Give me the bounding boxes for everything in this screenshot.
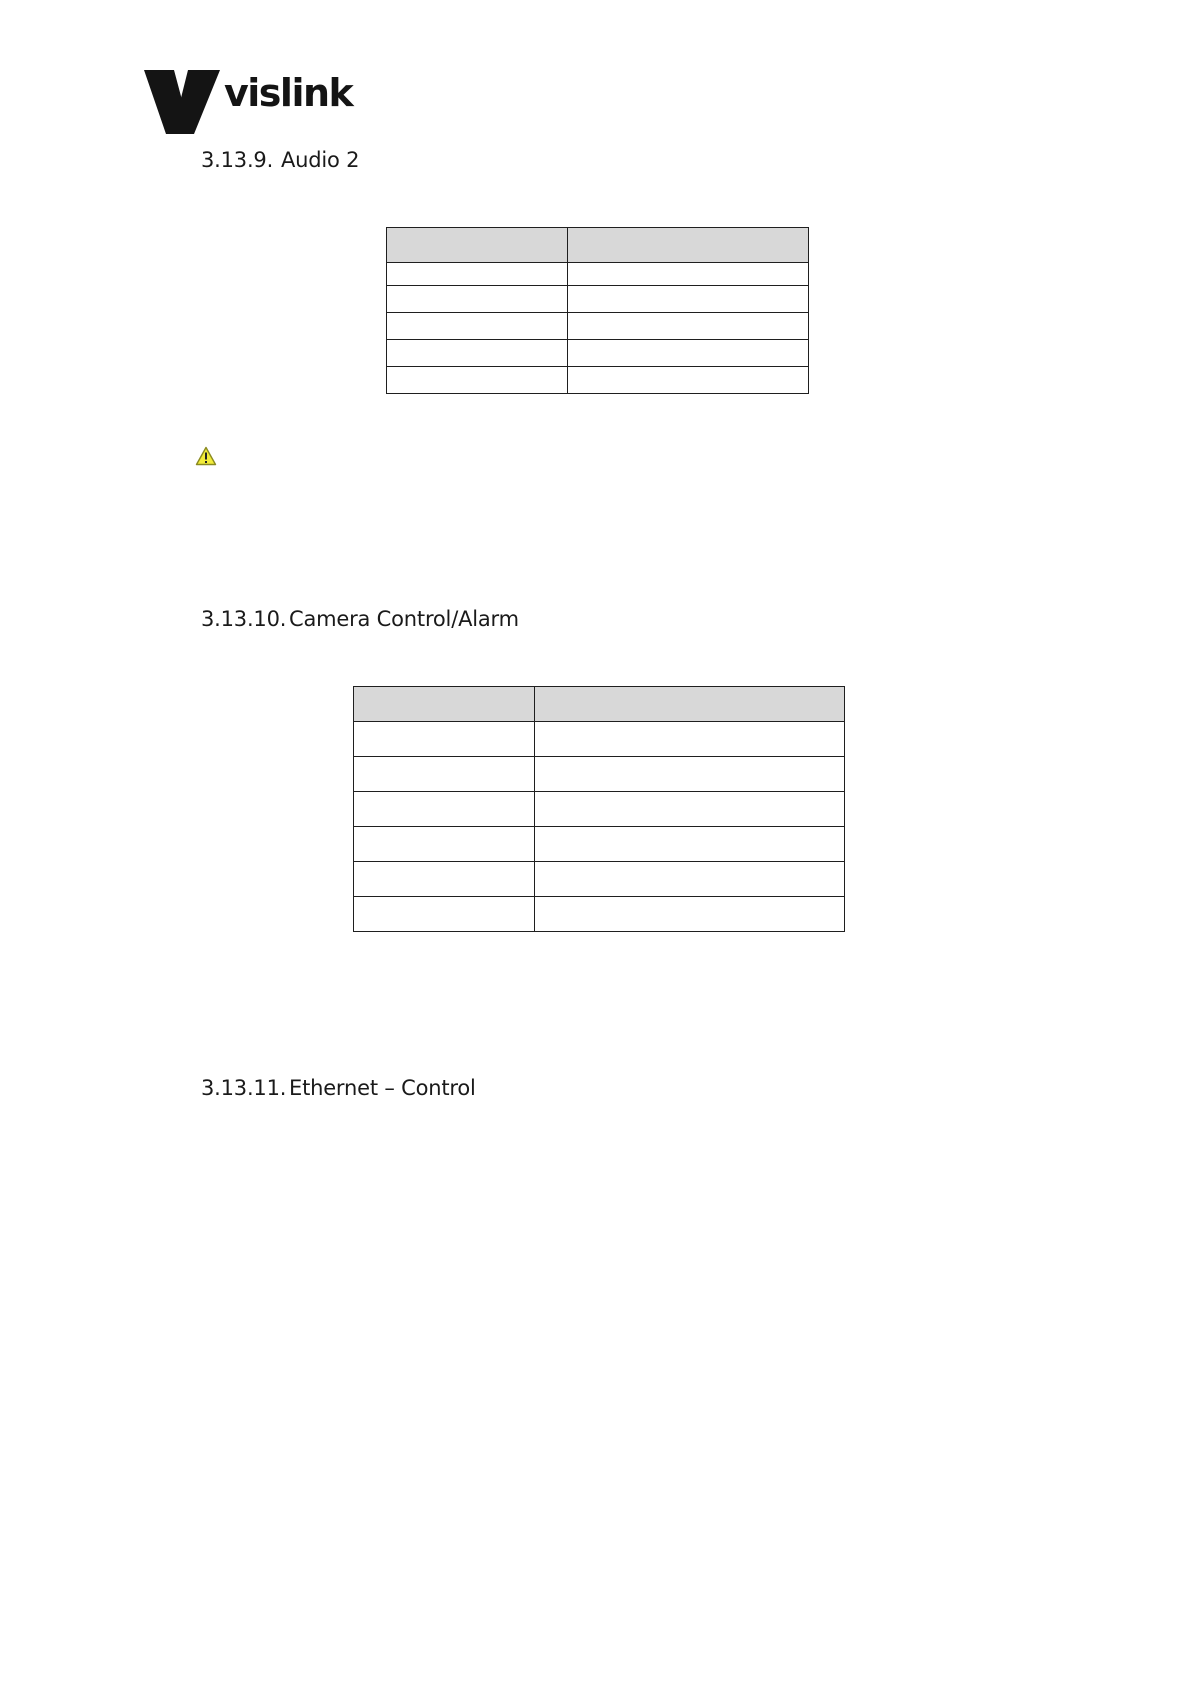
table-row <box>354 827 845 862</box>
warning-triangle-icon <box>195 446 217 466</box>
vislink-v-logo-icon <box>144 70 220 134</box>
section-title: Audio 2 <box>281 148 360 172</box>
table-row <box>354 792 845 827</box>
table-cell <box>568 313 809 340</box>
table-cell <box>535 757 845 792</box>
logo-wordmark: vislink <box>224 71 353 115</box>
table-header-cell <box>568 228 809 263</box>
table-row <box>354 757 845 792</box>
table-cell <box>387 313 568 340</box>
table-cell <box>387 367 568 394</box>
table-header-cell <box>535 687 845 722</box>
section-heading-camera-control-alarm <box>201 607 519 631</box>
table-cell <box>535 792 845 827</box>
table-cell <box>535 827 845 862</box>
table-cell <box>568 340 809 367</box>
table-row <box>354 862 845 897</box>
table-header-row <box>354 687 845 722</box>
vislink-logo <box>144 70 354 134</box>
section-heading-ethernet-control <box>201 1076 476 1100</box>
table-header-cell <box>387 228 568 263</box>
table-row <box>387 340 809 367</box>
section-number: 3.13.11. <box>201 1076 287 1100</box>
table-cell <box>568 286 809 313</box>
table-cell <box>387 286 568 313</box>
camera-control-alarm-table <box>353 686 845 932</box>
table-cell <box>535 862 845 897</box>
table-cell <box>354 862 535 897</box>
table-cell <box>568 263 809 286</box>
table-header-cell <box>354 687 535 722</box>
table-cell <box>568 367 809 394</box>
table-cell <box>354 897 535 932</box>
section-number: 3.13.9. <box>201 148 274 172</box>
table-cell <box>535 897 845 932</box>
table-header-row <box>387 228 809 263</box>
table-row <box>387 367 809 394</box>
table-cell <box>354 792 535 827</box>
table-cell <box>535 722 845 757</box>
table-cell <box>387 263 568 286</box>
audio-2-table <box>386 227 809 394</box>
table-row <box>387 286 809 313</box>
section-title: Camera Control/Alarm <box>289 607 519 631</box>
table-cell <box>354 722 535 757</box>
section-heading-audio-2 <box>201 148 359 172</box>
table-row <box>354 722 845 757</box>
section-title: Ethernet – Control <box>289 1076 476 1100</box>
table-cell <box>354 757 535 792</box>
table-cell <box>387 340 568 367</box>
section-number: 3.13.10. <box>201 607 287 631</box>
table-row <box>387 313 809 340</box>
table-row <box>387 263 809 286</box>
table-cell <box>354 827 535 862</box>
table-row <box>354 897 845 932</box>
